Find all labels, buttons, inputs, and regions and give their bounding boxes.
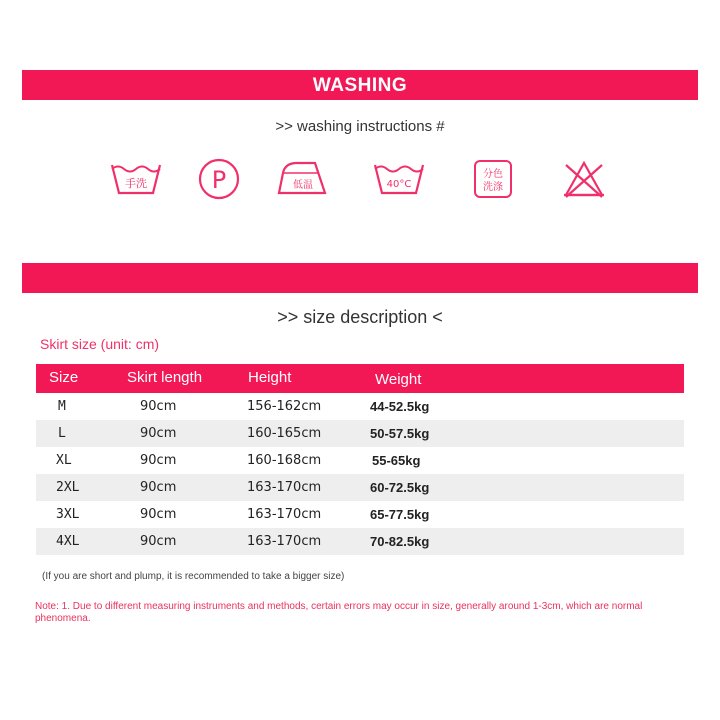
table-row — [36, 501, 684, 528]
dry-clean-label: P — [211, 166, 227, 194]
cell-height: 163-170cm — [247, 534, 322, 549]
wash-40c-label: 40°C — [386, 179, 412, 190]
cell-weight: 60-72.5kg — [370, 480, 430, 495]
cell-size: 3XL — [56, 507, 80, 522]
cell-size: XL — [56, 453, 72, 468]
wash-40c-icon — [371, 155, 427, 203]
cell-size: M — [58, 399, 66, 414]
cell-height: 163-170cm — [247, 507, 322, 522]
hand-wash-icon — [108, 155, 164, 203]
cell-skirt-length: 90cm — [140, 453, 177, 468]
table-header — [36, 364, 684, 393]
header-skirt-length: Skirt length — [127, 369, 203, 386]
size-banner — [22, 263, 698, 293]
cell-weight: 70-82.5kg — [370, 534, 430, 549]
cell-skirt-length: 90cm — [140, 534, 177, 549]
cell-skirt-length: 90cm — [140, 480, 177, 495]
table-caption: Skirt size (unit: cm) — [40, 336, 160, 352]
cell-size: L — [58, 426, 66, 441]
hand-wash-label: 手洗 — [125, 177, 147, 190]
iron-low-label: 低温 — [293, 180, 313, 191]
cell-skirt-length: 90cm — [140, 426, 177, 441]
washing-instructions-subtitle: >> washing instructions # — [275, 118, 445, 135]
care-icons-row — [0, 155, 720, 203]
header-weight: Weight — [375, 371, 422, 388]
cell-skirt-length: 90cm — [140, 399, 177, 414]
cell-skirt-length: 90cm — [140, 507, 177, 522]
cell-height: 156-162cm — [247, 399, 322, 414]
cell-weight: 44-52.5kg — [370, 399, 430, 414]
cell-height: 160-165cm — [247, 426, 322, 441]
measurement-note: Note: 1. Due to different measuring instruments and methods, certain errors may occur in size, generally around 1-3cm, which are normal phenomena. — [35, 601, 643, 624]
header-size: Size — [49, 369, 79, 386]
cell-size: 2XL — [56, 480, 80, 495]
header-height: Height — [248, 369, 292, 386]
cell-height: 160-168cm — [247, 453, 322, 468]
size-description-subtitle: >> size description < — [277, 307, 443, 327]
cell-size: 4XL — [56, 534, 80, 549]
table-row — [36, 393, 684, 420]
size-table — [36, 364, 684, 555]
svg-text:分色: 分色 — [483, 169, 503, 180]
table-row — [36, 474, 684, 501]
table-row — [36, 528, 684, 555]
svg-text:洗涤: 洗涤 — [483, 182, 503, 193]
cell-weight: 55-65kg — [372, 453, 421, 468]
size-advice-note: (If you are short and plump, it is recommended to take a bigger size) — [42, 571, 345, 582]
cell-weight: 65-77.5kg — [370, 507, 430, 522]
iron-low-icon — [275, 155, 331, 203]
separate-wash-icon — [465, 155, 521, 203]
washing-banner: WASHING — [22, 70, 698, 100]
table-row — [36, 447, 684, 474]
cell-height: 163-170cm — [247, 480, 322, 495]
table-row — [36, 420, 684, 447]
no-bleach-icon — [556, 155, 612, 203]
dry-clean-p-icon — [191, 155, 247, 203]
cell-weight: 50-57.5kg — [370, 426, 430, 441]
